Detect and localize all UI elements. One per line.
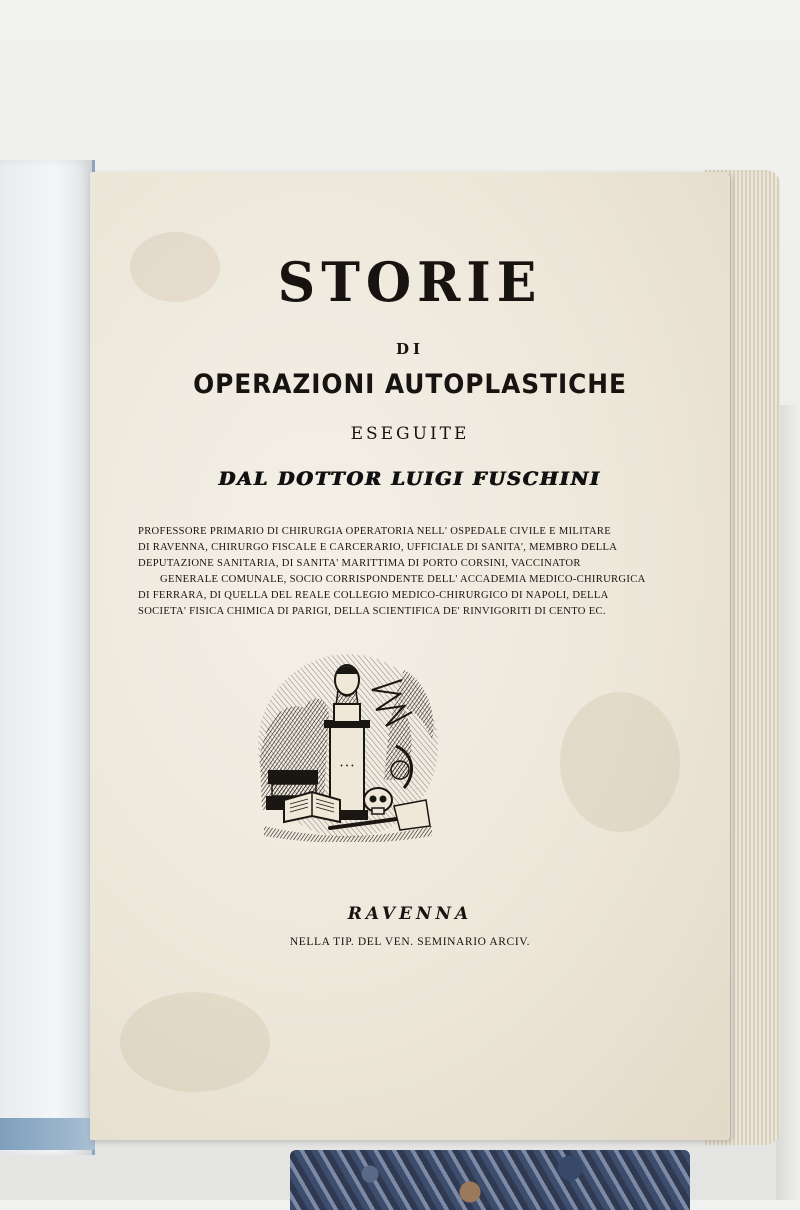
book-title: STORIE	[277, 250, 543, 315]
author-line: DAL DOTTOR LUIGI FUSCHINI	[218, 468, 602, 490]
svg-text:• • •: • • •	[339, 763, 355, 770]
credentials-line: DEPUTAZIONE SANITARIA, DI SANITA' MARITTIMA DI PORTO CORSINI, VACCINATOR	[138, 558, 581, 569]
title-connector: DI	[395, 340, 425, 358]
credentials-line: GENERALE COMUNALE, SOCIO CORRISPONDENTE DELL' ACCADEMIA MEDICO-CHIRURGICA	[160, 574, 646, 585]
credentials-line: DI RAVENNA, CHIRURGO FISCALE E CARCERARIO, UFFICIALE DI SANITA', MEMBRO DELLA	[138, 542, 618, 553]
imprint-printer: NELLA TIP. DEL VEN. SEMINARIO ARCIV.	[289, 936, 531, 948]
book-subtitle: OPERAZIONI AUTOPLASTICHE	[193, 369, 627, 400]
blue-binding-strip	[0, 1118, 95, 1150]
credentials-line: SOCIETA' FISICA CHIMICA DI PARIGI, DELLA SCIENTIFICA DE' RINVIGORITI DI CENTO EC.	[138, 606, 606, 617]
eseguite-line: ESEGUITE	[350, 424, 470, 444]
credentials-line: PROFESSORE PRIMARIO DI CHIRURGIA OPERATORIA NELL' OSPEDALE CIVILE E MILITARE	[138, 526, 612, 537]
imprint-city: RAVENNA	[347, 904, 473, 924]
credentials-line: DI FERRARA, DI QUELLA DEL REALE COLLEGIO MEDICO-CHIRURGICO DI NAPOLI, DELLA	[138, 590, 609, 601]
engraving-bust-books-skull-icon	[254, 650, 442, 842]
book-front-endpaper	[0, 160, 95, 1155]
title-page	[90, 172, 730, 1140]
author-credentials	[138, 524, 686, 620]
foxing-stain	[120, 992, 270, 1092]
foxing-stain	[560, 692, 680, 832]
marbled-cover-edge	[290, 1150, 690, 1210]
